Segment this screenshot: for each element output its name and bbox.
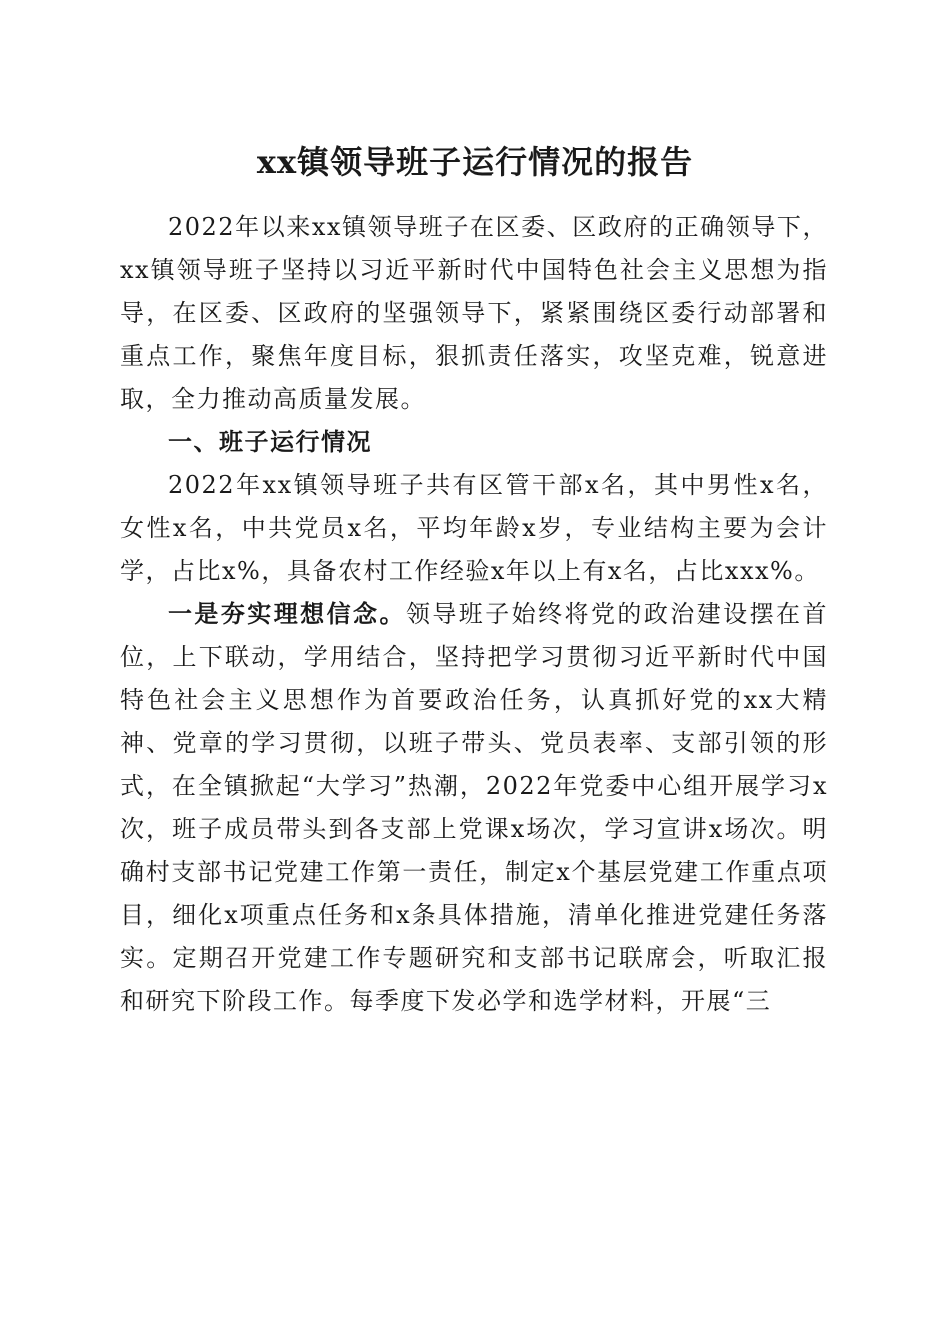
section-heading-team-operation: 一、班子运行情况 (168, 428, 372, 456)
intro-paragraph: 2022年以来xx镇领导班子在区委、区政府的正确领导下，xx镇领导班子坚持以习近平新时代中国特色社会主义思想为指导，在区委、区政府的坚强领导下，紧紧围绕区委行动部署和重点工作，聚焦年度目标，狠抓责任落实，攻坚克难，锐意进取，全力推动高质量发展。 (120, 213, 828, 413)
document-body (120, 206, 828, 1023)
document-title: xx镇领导班子运行情况的报告 (256, 143, 694, 181)
team-composition-text: 2022年xx镇领导班子共有区管干部x名，其中男性x名，女性x名，中共党员x名，平均年龄x岁，专业结构主要为会计学，占比x%，具备农村工作经验x年以上有x名，占比xxx%。 (120, 471, 828, 585)
team-composition-paragraph (120, 464, 828, 593)
ideals-paragraph (120, 593, 828, 1023)
ideals-body-text: 领导班子始终将党的政治建设摆在首位，上下联动，学用结合，坚持把学习贯彻习近平新时代中国特色社会主义思想作为首要政治任务，认真抓好党的xx大精神、党章的学习贯彻，以班子带头、党员表率、支部引领的形式，在全镇掀起“大学习”热潮，2022年党委中心组开展学习x次，班子成员带头到各支部上党课x场次，学习宣讲x场次。明确村支部书记党建工作第一责任，制定x个基层党建工作重点项目，细化x项重点任务和x条具体措施，清单化推进党建任务落实。定期召开党建工作专题研究和支部书记联席会，听取汇报和研究下阶段工作。每季度下发必学和选学材料，开展“三 (120, 600, 828, 1015)
ideals-lead-sentence: 一是夯实理想信念。 (168, 600, 406, 628)
